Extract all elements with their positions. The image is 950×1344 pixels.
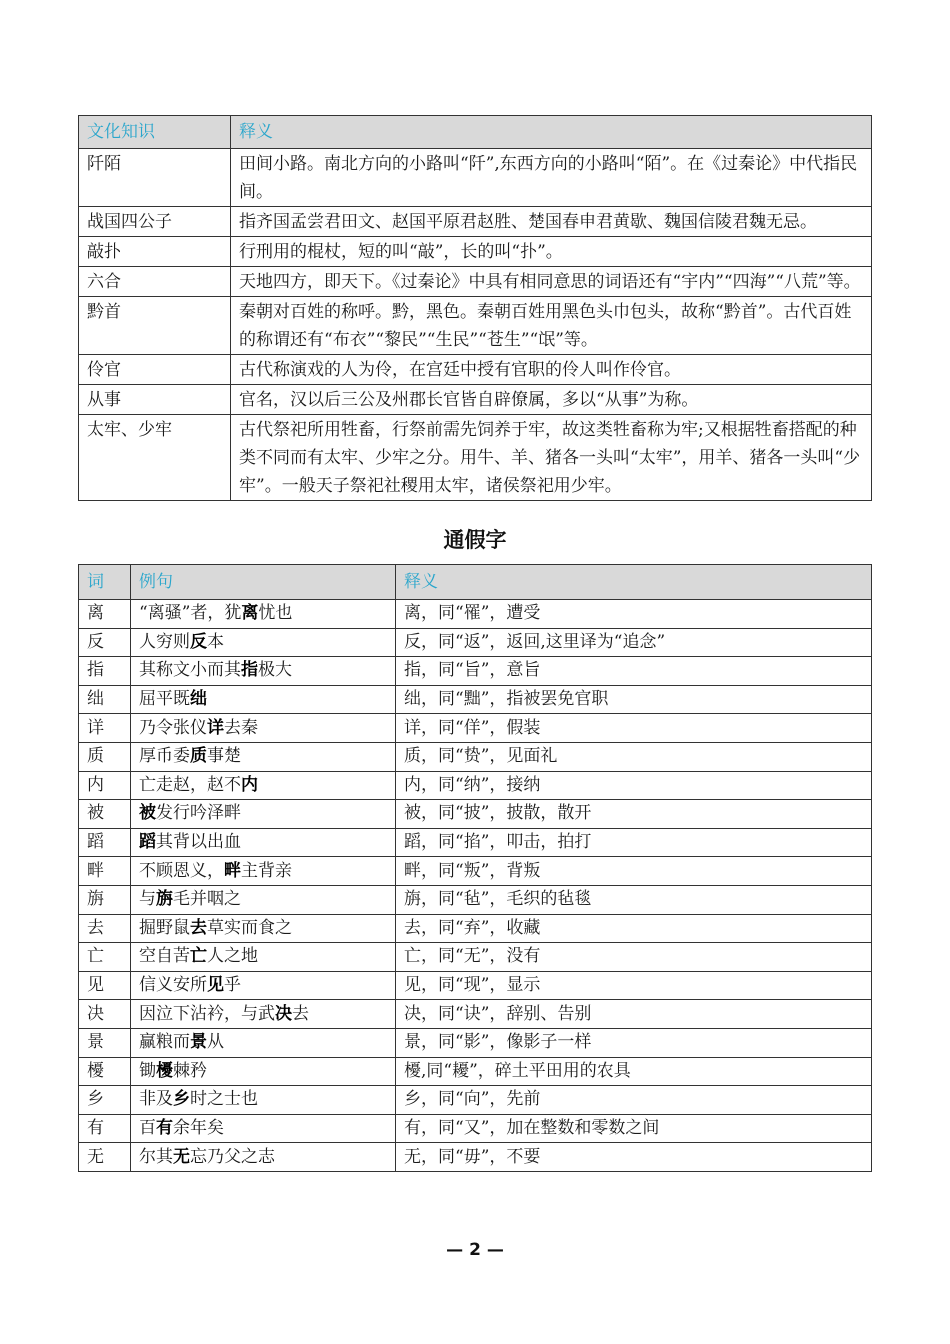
example-key-char: 被 [139,803,156,824]
example-key-char: 反 [190,631,207,652]
example-key-char: 离 [241,603,259,624]
tongjia-word: 景 [79,1028,131,1057]
example-text: 掘野鼠 [139,917,190,938]
tongjia-word: 离 [79,600,131,629]
example-text: 去秦 [224,717,258,738]
example-text: 人之地 [207,946,258,967]
tongjia-example [131,771,396,800]
tongjia-example [131,1057,396,1086]
culture-term: 六合 [79,267,231,297]
tongjia-word: 櫌 [79,1057,131,1086]
example-text: 其称文小而其 [139,660,241,681]
tongjia-word: 亡 [79,943,131,972]
header-meaning: 释义 [231,116,872,149]
example-key-char: 绌 [190,689,207,710]
example-key-char: 有 [156,1117,173,1138]
culture-term: 阡陌 [79,149,231,207]
tongjia-meaning: 无，同“毋”，不要 [396,1143,872,1172]
example-key-char: 亡 [190,946,207,967]
culture-term: 伶官 [79,355,231,385]
table-row [79,742,872,771]
culture-meaning: 田间小路。南北方向的小路叫“阡”,东西方向的小路叫“陌”。在《过秦论》中代指民间。 [231,149,872,207]
example-text: 毛并咽之 [173,889,241,910]
table-row [79,800,872,829]
table-row [79,1143,872,1172]
table-row [79,943,872,972]
example-key-char: 景 [190,1032,207,1053]
example-text: 棘矜 [173,1060,207,1081]
example-key-char: 详 [207,717,224,738]
tongjia-meaning: 离，同“罹”，遭受 [396,600,872,629]
table-row [79,714,872,743]
table-row [79,237,872,267]
example-text: 乎 [224,975,241,996]
tongjia-example [131,1143,396,1172]
example-text: 尔其 [139,1146,173,1167]
tongjia-example [131,742,396,771]
example-key-char: 畔 [224,860,241,881]
example-text: 不顾恩义， [139,860,224,881]
example-key-char: 质 [190,746,207,767]
example-text: 时之士也 [190,1089,258,1110]
tongjia-meaning: 决，同“诀”，辞别、告别 [396,1000,872,1029]
tongjia-example [131,685,396,714]
tongjia-meaning: 质，同“贽”，见面礼 [396,742,872,771]
table-row [79,657,872,686]
tongjia-meaning: 反，同“返”，返回,这里译为“追念” [396,628,872,657]
example-text: 本 [207,631,224,652]
tongjia-meaning: 被，同“披”，披散，散开 [396,800,872,829]
tongjia-meaning: 详，同“佯”，假装 [396,714,872,743]
table-row [79,415,872,501]
table-row [79,267,872,297]
table-row [79,914,872,943]
tongjia-example [131,1086,396,1115]
table-row [79,628,872,657]
culture-term: 黔首 [79,297,231,355]
tongjia-example [131,857,396,886]
tongjia-meaning: 内，同“纳”，接纳 [396,771,872,800]
culture-meaning: 官名，汉以后三公及州郡长官皆自辟僚属，多以“从事”为称。 [231,385,872,415]
table-header-row [79,565,872,600]
table-row [79,857,872,886]
tongjia-meaning: 旃，同“毡”，毛织的毡毯 [396,885,872,914]
culture-term: 战国四公子 [79,207,231,237]
tongjia-meaning: 景，同“影”，像影子一样 [396,1028,872,1057]
example-key-char: 旃 [156,889,173,910]
tongjia-example [131,628,396,657]
example-text: 主背亲 [241,860,292,881]
culture-meaning: 秦朝对百姓的称呼。黔，黑色。秦朝百姓用黑色头巾包头，故称“黔首”。古代百姓的称谓还有“布衣”“黎民”“生民”“苍生”“氓”等。 [231,297,872,355]
example-text: 发行吟泽畔 [156,803,241,824]
culture-term: 太牢、少牢 [79,415,231,501]
tongjia-word: 乡 [79,1086,131,1115]
example-key-char: 无 [173,1146,190,1167]
table-row [79,385,872,415]
table-row [79,1028,872,1057]
tongjia-meaning: 指，同“旨”，意旨 [396,657,872,686]
tongjia-meaning: 绌，同“黜”，指被罢免官职 [396,685,872,714]
tongjia-word: 内 [79,771,131,800]
tongjia-meaning: 蹈，同“掐”，叩击，拍打 [396,828,872,857]
page-number: — 2 — [446,1240,504,1260]
tongjia-word: 蹈 [79,828,131,857]
example-key-char: 蹈 [139,832,156,853]
example-text: 非及 [139,1089,173,1110]
table-row [79,149,872,207]
tongjia-word: 畔 [79,857,131,886]
example-text: 余年矣 [173,1117,224,1138]
culture-knowledge-table [78,115,872,501]
tongjia-meaning: 櫌,同“耰”，碎土平田用的农具 [396,1057,872,1086]
example-key-char: 决 [275,1003,292,1024]
tongjia-word: 绌 [79,685,131,714]
example-text: 锄 [139,1060,156,1081]
example-text: 忘乃父之志 [190,1146,275,1167]
table-row [79,828,872,857]
tongjia-example [131,600,396,629]
culture-meaning: 行刑用的棍杖，短的叫“敲”，长的叫“扑”。 [231,237,872,267]
tongjia-word: 去 [79,914,131,943]
tongjia-meaning: 去，同“弃”，收藏 [396,914,872,943]
example-key-char: 指 [241,660,258,681]
culture-term: 敲扑 [79,237,231,267]
example-text: 信义安所 [139,975,207,996]
tongjia-meaning: 畔，同“叛”，背叛 [396,857,872,886]
table-row [79,971,872,1000]
header-example: 例句 [131,565,396,600]
tongjia-word: 有 [79,1114,131,1143]
tongjia-example [131,800,396,829]
table-row [79,771,872,800]
example-text: 人穷则 [139,631,190,652]
culture-meaning: 古代祭祀所用牲畜，行祭前需先饲养于牢，故这类牲畜称为牢;又根据牲畜搭配的种类不同而有太牢、少牢之分。用牛、羊、猪各一头叫“太牢”，用羊、猪各一头叫“少牢”。一般天子祭祀社稷用太牢，诸侯祭祀用少牢。 [231,415,872,501]
example-text: 屈平既 [139,689,190,710]
tongjia-example [131,1028,396,1057]
example-text: 厚币委 [139,746,190,767]
tongjia-word: 质 [79,742,131,771]
tongjia-word: 旃 [79,885,131,914]
example-key-char: 去 [190,917,207,938]
section-title: 通假字 [443,528,507,552]
example-text: 极大 [258,660,292,681]
tongjia-meaning: 乡，同“向”，先前 [396,1086,872,1115]
example-text: 因泣下沾衿，与武 [139,1003,275,1024]
example-text: “离骚”者，犹 [139,603,242,624]
tongjia-meaning: 亡，同“无”，没有 [396,943,872,972]
example-text: 赢粮而 [139,1032,190,1053]
example-key-char: 内 [241,774,258,795]
culture-meaning: 天地四方，即天下。《过秦论》中具有相同意思的词语还有“宇内”“四海”“八荒”等。 [231,267,872,297]
header-culture: 文化知识 [79,116,231,149]
tongjia-example [131,714,396,743]
header-word: 词 [79,565,131,600]
example-text: 从 [207,1032,224,1053]
table-row [79,297,872,355]
tongjia-example [131,1000,396,1029]
table-row [79,355,872,385]
table-row [79,1057,872,1086]
tongjia-example [131,971,396,1000]
culture-meaning: 指齐国孟尝君田文、赵国平原君赵胜、楚国春申君黄歇、魏国信陵君魏无忌。 [231,207,872,237]
tongjia-word: 详 [79,714,131,743]
example-text: 亡走赵，赵不 [139,774,241,795]
table-row [79,207,872,237]
tongjia-table [78,564,872,1172]
table-row [79,1114,872,1143]
table-row [79,1086,872,1115]
tongjia-word: 无 [79,1143,131,1172]
example-key-char: 见 [207,975,224,996]
example-text: 事楚 [207,746,241,767]
tongjia-word: 被 [79,800,131,829]
header-meaning: 释义 [396,565,872,600]
tongjia-example [131,1114,396,1143]
example-text: 其背以出血 [156,832,241,853]
culture-meaning: 古代称演戏的人为伶，在宫廷中授有官职的伶人叫作伶官。 [231,355,872,385]
table-row [79,600,872,629]
table-row [79,885,872,914]
tongjia-word: 指 [79,657,131,686]
example-text: 忧也 [258,603,293,624]
tongjia-example [131,914,396,943]
example-text: 乃令张仪 [139,717,207,738]
tongjia-example [131,657,396,686]
tongjia-word: 见 [79,971,131,1000]
example-text: 空自苦 [139,946,190,967]
table-row [79,685,872,714]
example-text: 草实而食之 [207,917,292,938]
tongjia-meaning: 有，同“又”，加在整数和零数之间 [396,1114,872,1143]
culture-term: 从事 [79,385,231,415]
tongjia-example [131,943,396,972]
tongjia-example [131,885,396,914]
table-row [79,1000,872,1029]
tongjia-meaning: 见，同“现”，显示 [396,971,872,1000]
example-text: 去 [292,1003,309,1024]
example-text: 与 [139,889,156,910]
table-header-row [79,116,872,149]
example-key-char: 櫌 [156,1060,173,1081]
tongjia-word: 反 [79,628,131,657]
example-key-char: 乡 [173,1089,190,1110]
tongjia-example [131,828,396,857]
tongjia-word: 决 [79,1000,131,1029]
example-text: 百 [139,1117,156,1138]
